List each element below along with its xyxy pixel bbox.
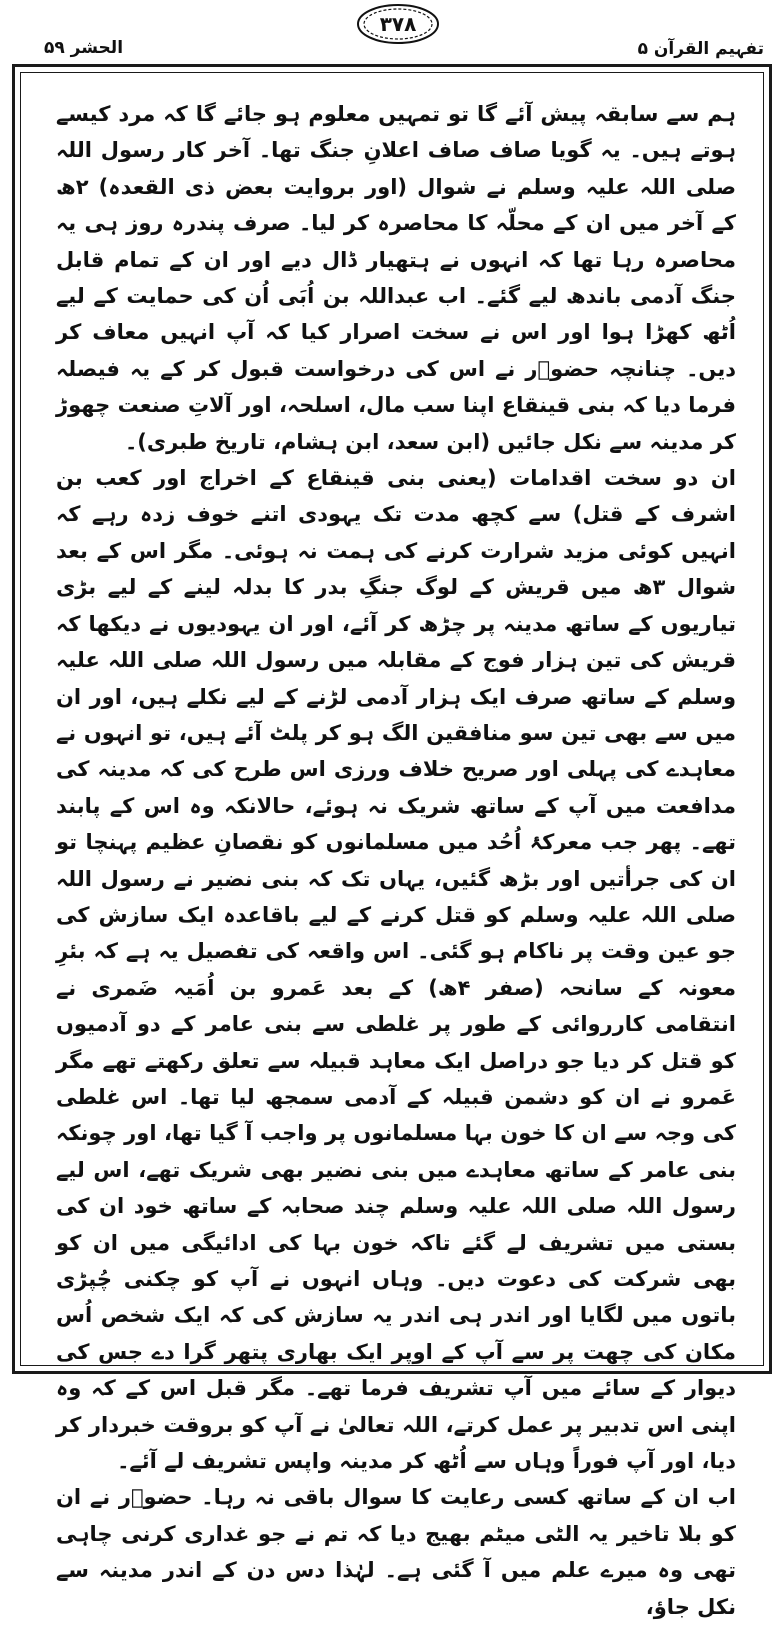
paragraph-2: ان دو سخت اقدامات (یعنی بنی قینقاع کے اخراج اور کعب بن اشرف کے قتل) سے کچھ مدت تک یہودی اتنے خوف زدہ رہے کہ انہیں کوئی مزید شرارت کرنے کی ہمت نہ ہوئی۔ مگر اس کے بعد شوال ۳ھ میں قریش کے لوگ جنگِ بدر کا بدلہ لینے کے لیے بڑی تیاریوں کے ساتھ مدینہ پر چڑھ کر آئے، اور ان یہودیوں نے دیکھا کہ قریش کی تین ہزار فوج کے مقابلہ میں رسول اللہ صلی اللہ علیہ وسلم کے ساتھ صرف ایک ہزار آدمی لڑنے کے لیے نکلے ہیں، اور ان میں سے بھی تین سو منافقین الگ ہو کر پلٹ آئے ہیں، تو انہوں نے معاہدے کی پہلی اور صریح خلاف ورزی اس طرح کی کہ مدینہ کی مدافعت میں آپ کے ساتھ شریک نہ ہوئے، حالانکہ وہ اس کے پابند تھے۔ پھر جب معرکۂ اُحُد میں مسلمانوں کو نقصانِ عظیم پہنچا تو ان کی جرأتیں اور بڑھ گئیں، یہاں تک کہ بنی نضیر نے رسول اللہ صلی اللہ علیہ وسلم کو قتل کرنے کے لیے باقاعدہ ایک سازش کی جو عین وقت پر ناکام ہو گئی۔ اس واقعہ کی تفصیل یہ ہے کہ بئرِ معونہ کے سانحہ (صفر ۴ھ) کے بعد عَمرو بن اُمَیہ ضَمری نے انتقامی کارروائی کے طور پر غلطی سے بنی عامر کے دو آدمیوں کو قتل کر دیا جو دراصل ایک معاہد قبیلہ سے تعلق رکھتے تھے مگر عَمرو نے ان کو دشمن قبیلہ کے آدمی سمجھ لیا تھا۔ اس غلطی کی وجہ سے ان کا خون بہا مسلمانوں پر واجب آ گیا تھا، اور چونکہ بنی عامر کے ساتھ معاہدے میں بنی نضیر بھی شریک تھے، اس لیے رسول اللہ صلی اللہ علیہ وسلم چند صحابہ کے ساتھ خود ان کی بستی میں تشریف لے گئے تاکہ خون بہا کی ادائیگی میں ان کو بھی شرکت کی دعوت دیں۔ وہاں انہوں نے آپ کو چکنی چُپڑی باتوں میں لگایا اور اندر ہی اندر یہ سازش کی کہ ایک شخص اُس مکان کی چھت پر سے آپ کے اوپر ایک بھاری پتھر گرا دے جس کی دیوار کے سائے میں آپ تشریف فرما تھے۔ مگر قبل اس کے کہ وہ اپنی اس تدبیر پر عمل کرتے، اللہ تعالیٰ نے آپ کو بروقت خبردار کر دیا، اور آپ فوراً وہاں سے اُٹھ کر مدینہ واپس تشریف لے آئے۔ (56, 466, 737, 1474)
surah-label: الحشر ۵۹ (44, 38, 124, 58)
paragraph-1: ہم سے سابقہ پیش آئے گا تو تمہیں معلوم ہو جائے گا کہ مرد کیسے ہوتے ہیں۔ یہ گویا صاف صاف اعلانِ جنگ تھا۔ آخر کار رسول اللہ صلی اللہ علیہ وسلم نے شوال (اور بروایت بعض ذی القعدہ) ۲ھ کے آخر میں ان کے محلّہ کا محاصرہ کر لیا۔ صرف پندرہ روز ہی یہ محاصرہ رہا تھا کہ انہوں نے ہتھیار ڈال دیے اور ان کے تمام قابل جنگ آدمی باندھ لیے گئے۔ اب عبداللہ بن اُبَی اُن کی حمایت کے لیے اُٹھ کھڑا ہوا اور اس نے سخت اصرار کیا کہ آپ انہیں معاف کر دیں۔ چنانچہ حضوؐر نے اس کی درخواست قبول کر کے یہ فیصلہ فرما دیا کہ بنی قینقاع اپنا سب مال، اسلحہ، اور آلاتِ صنعت چھوڑ کر مدینہ سے نکل جائیں (ابن سعد، ابن ہشام، تاریخ طبری)۔ (56, 102, 736, 454)
paragraph-3: اب ان کے ساتھ کسی رعایت کا سوال باقی نہ رہا۔ حضوؐر نے ان کو بلا تاخیر یہ الٹی میٹم بھیج دیا کہ تم نے جو غداری کرنی چاہی تھی وہ میرے علم میں آ گئی ہے۔ لہٰذا دس دن کے اندر مدینہ سے نکل جاؤ، (56, 1485, 736, 1619)
body-text (56, 96, 736, 1625)
page-number: ۳۷۸ (379, 12, 417, 36)
book-title: تفہیم القرآن ۵ (637, 39, 764, 59)
page-header (0, 0, 784, 62)
